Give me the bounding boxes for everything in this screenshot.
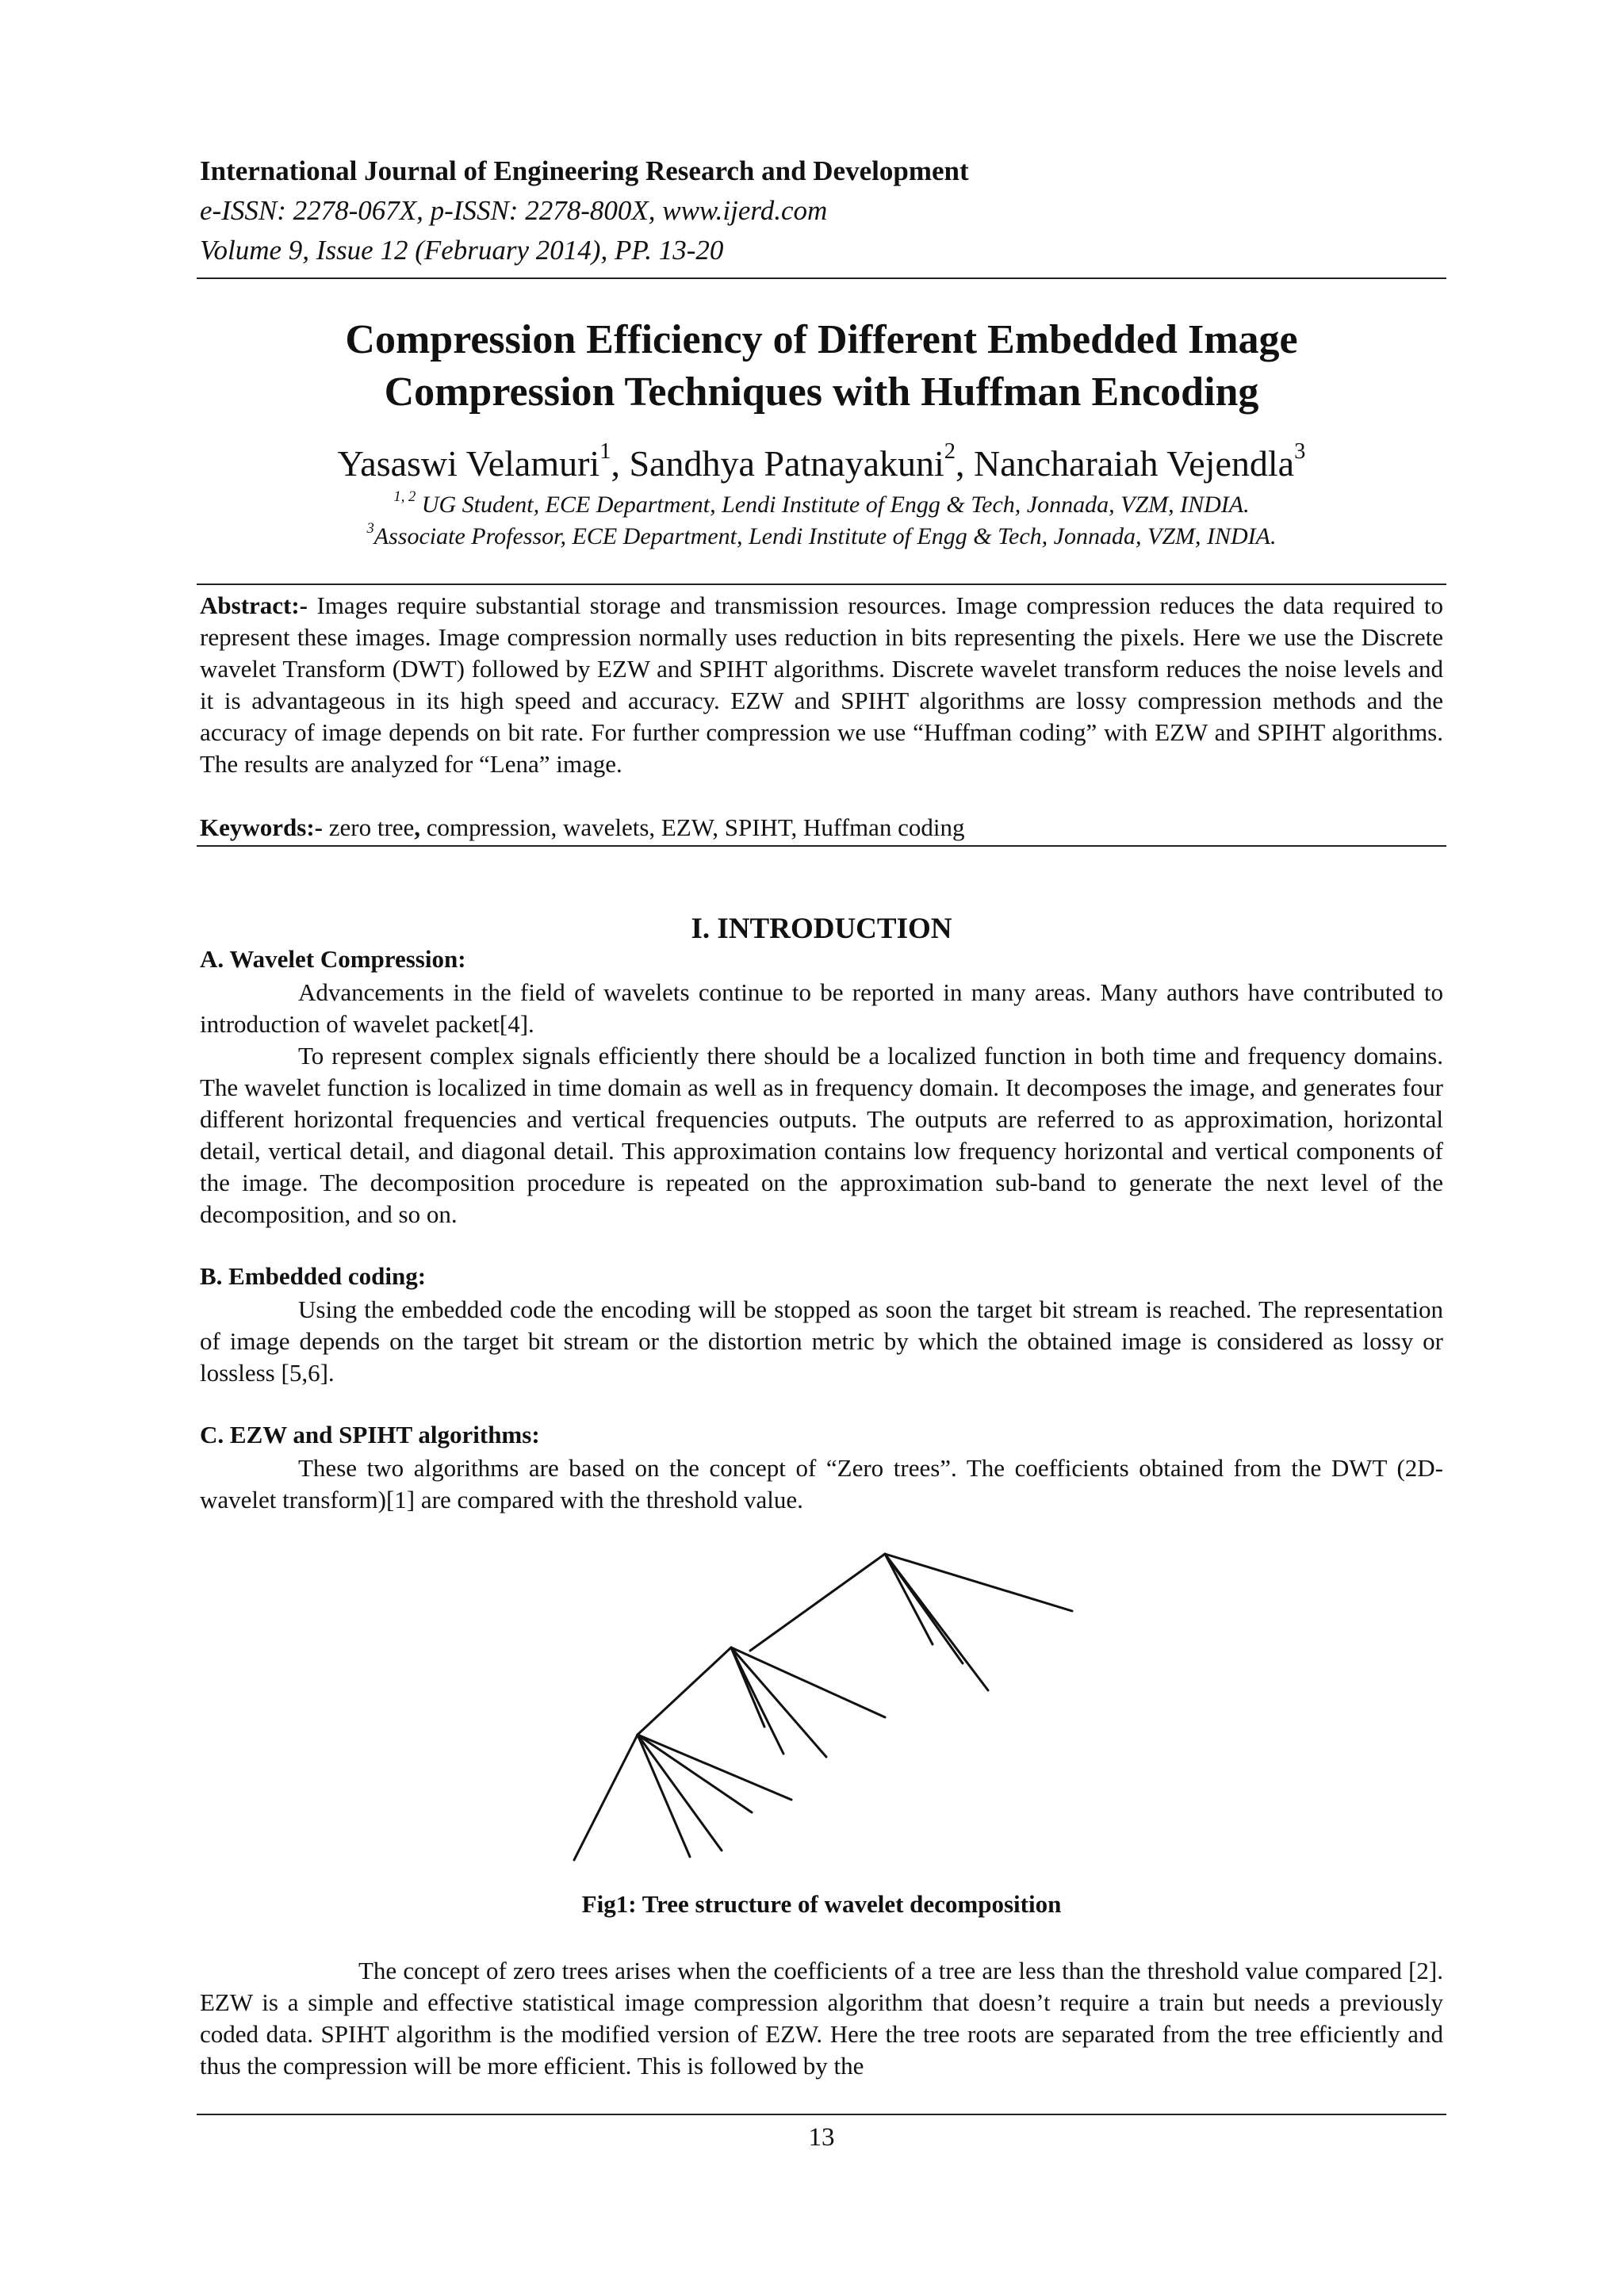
footer-rule: [197, 2114, 1446, 2115]
author-2-sup: 2: [944, 439, 956, 464]
author-2: Sandhya Patnayakuni: [629, 443, 944, 484]
keywords-first: zero tree: [322, 813, 415, 841]
tree-branches: [574, 1554, 1072, 1860]
journal-issn: e-ISSN: 2278-067X, p-ISSN: 2278-800X, www.ijerd.com: [200, 195, 828, 226]
title-line-2: Compression Techniques with Huffman Encoding: [384, 369, 1259, 415]
tree-branch: [574, 1735, 638, 1860]
paragraph-c1: These two algorithms are based on the concept of “Zero trees”. The coefficients obtained from the DWT (2D-wavelet transform)[1] are compared with the threshold value.: [200, 1454, 1443, 1513]
tree-branch: [885, 1554, 1072, 1611]
affiliation-1-sup: 1, 2: [393, 488, 416, 505]
paragraph-b1: Using the embedded code the encoding will be stopped as soon the target bit stream is reached. The representation of image depends on the target bit stream or the distortion metric by which the obtained image is considered as lossy or lossless [5,6].: [200, 1295, 1443, 1387]
title-line-1: Compression Efficiency of Different Embedded Image: [345, 317, 1298, 362]
keywords-label: Keywords:-: [200, 813, 323, 841]
paragraph-c2: The concept of zero trees arises when the coefficients of a tree are less than the threshold value compared [2]. EZW is a simple and effective statistical image compression algorithm that doesn’t require a train but needs a previously coded data. SPIHT algorithm is the modified version of EZW. Here the tree roots are separated from the tree efficiently and thus the compression will be more efficient. This is followed by the: [200, 1957, 1443, 2080]
keywords-comma: ,: [414, 813, 421, 841]
author-1-sup: 1: [599, 439, 611, 464]
author-3: Nancharaiah Vejendla: [974, 443, 1295, 484]
page-number: 13: [808, 2123, 835, 2152]
paragraph-a2: To represent complex signals efficiently there should be a localized function in both time and frequency domains. The wavelet function is localized in time domain as well as in frequency domain. It decomposes the image, and generates four different horizontal frequencies and vertical frequencies outputs. The outputs are referred to as approximation, horizontal detail, vertical detail, and diagonal detail. This approximation contains low frequency horizontal and vertical components of the image. The decomposition procedure is repeated on the approximation sub-band to generate the next level of the decomposition, and so on.: [200, 1042, 1443, 1228]
author-separator: ,: [956, 443, 975, 484]
author-1: Yasaswi Velamuri: [337, 443, 600, 484]
tree-branch: [750, 1554, 885, 1651]
subheading-wavelet-compression: A. Wavelet Compression:: [200, 945, 466, 973]
affiliation-1-text: UG Student, ECE Department, Lendi Institute of Engg & Tech, Jonnada, VZM, INDIA.: [416, 492, 1250, 518]
journal-volume: Volume 9, Issue 12 (February 2014), PP. 13-20: [200, 235, 724, 266]
tree-branch: [731, 1647, 885, 1717]
affiliation-2-text: Associate Professor, ECE Department, Lendi Institute of Engg & Tech, Jonnada, VZM, INDIA.: [373, 523, 1277, 549]
tree-branch: [731, 1647, 826, 1757]
subheading-ezw-spiht: C. EZW and SPIHT algorithms:: [200, 1421, 540, 1448]
affiliation-2-sup: 3: [366, 520, 374, 537]
author-3-sup: 3: [1294, 439, 1306, 464]
tree-branch: [885, 1554, 963, 1663]
keywords-rest: compression, wavelets, EZW, SPIHT, Huffman coding: [420, 813, 965, 841]
author-separator: ,: [611, 443, 630, 484]
tree-branch: [638, 1647, 731, 1735]
section-heading-introduction: I. INTRODUCTION: [691, 913, 952, 945]
figure-caption: Fig1: Tree structure of wavelet decomposition: [581, 1890, 1062, 1918]
paragraph-a1: Advancements in the field of wavelets continue to be reported in many areas. Many authors have contributed to introduction of wavelet packet[4].: [200, 978, 1443, 1038]
abstract-label: Abstract:-: [200, 591, 308, 619]
abstract-text: Images require substantial storage and transmission resources. Image compression reduces the data required to represent these images. Image compression normally uses reduction in bits representing the pixels. Here we use the Discrete wavelet Transform (DWT) followed by EZW and SPIHT algorithms. Discrete wavelet transform reduces the noise levels and it is advantageous in its high speed and accuracy. EZW and SPIHT algorithms are lossy compression methods and the accuracy of image depends on bit rate. For further compression we use “Huffman coding” with EZW and SPIHT algorithms. The results are analyzed for “Lena” image.: [200, 591, 1443, 778]
subheading-embedded-coding: B. Embedded coding:: [200, 1262, 427, 1290]
journal-name: International Journal of Engineering Research and Development: [200, 155, 969, 186]
